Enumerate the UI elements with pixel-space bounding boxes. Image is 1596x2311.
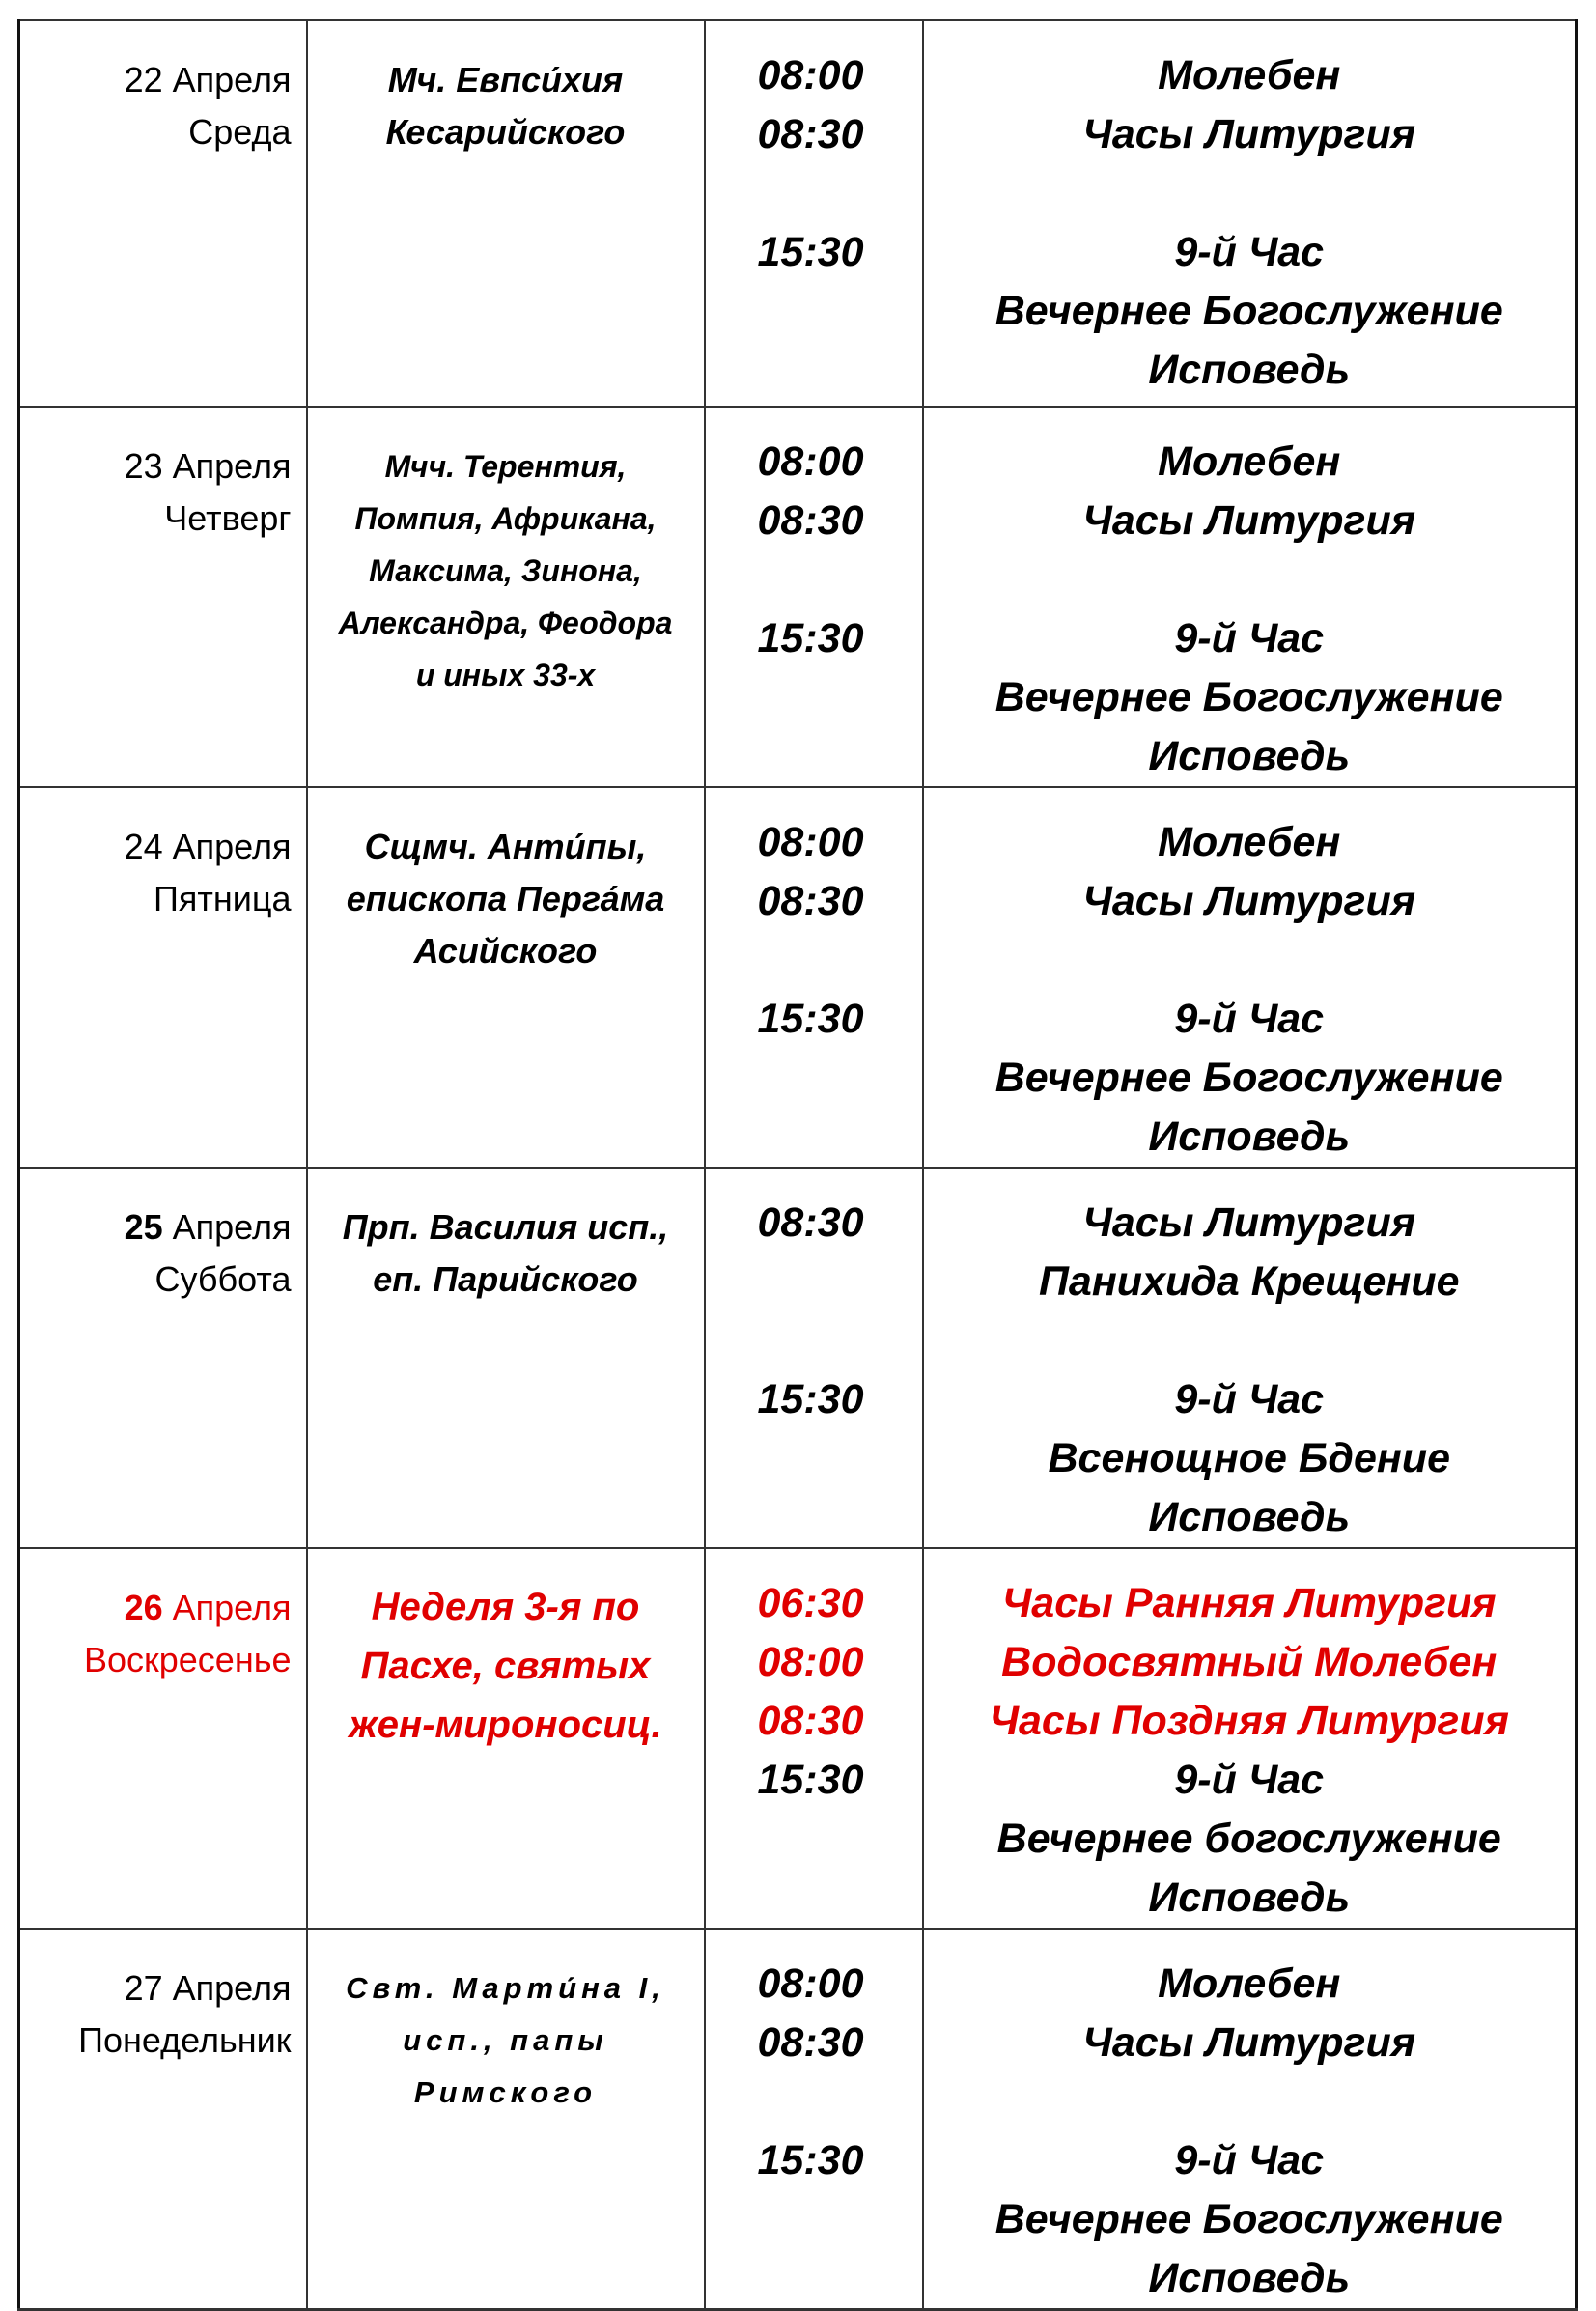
- date-line: [20, 54, 292, 106]
- service-time: 15:30: [757, 2137, 864, 2184]
- service-time: 08:00: [757, 52, 864, 99]
- service-name: Часы Поздняя Литургия: [989, 1698, 1509, 1744]
- weekday: Пятница: [154, 879, 292, 918]
- month-name: Апреля: [172, 1968, 292, 2008]
- schedule-row: [19, 407, 1577, 787]
- service-name: 9-й Час: [1174, 2137, 1325, 2184]
- service-time: 08:30: [757, 497, 864, 544]
- day-number: 27: [124, 1968, 163, 2008]
- schedule-row: [19, 1929, 1577, 2310]
- service-name: Вечернее Богослужение: [994, 674, 1503, 720]
- service-name: 9-й Час: [1174, 615, 1325, 662]
- service-name: [924, 1311, 1576, 1370]
- service-name: 9-й Час: [1174, 996, 1325, 1042]
- service-time: 08:30: [757, 2019, 864, 2066]
- service-name: Молебен: [1158, 438, 1341, 485]
- feast-line: жен-мироносиц.: [349, 1704, 662, 1746]
- month-name: Апреля: [172, 60, 292, 99]
- weekday: Среда: [188, 112, 292, 152]
- service-name: Часы Литургия: [1082, 878, 1416, 924]
- feast-line: Прп. Василия исп.,: [342, 1207, 669, 1247]
- time-cell: [705, 1929, 923, 2310]
- service-name: Исповедь: [1148, 1494, 1351, 1540]
- weekday: Воскресенье: [83, 1640, 292, 1679]
- schedule-table: [17, 19, 1578, 2311]
- service-cell: [923, 407, 1577, 787]
- feast-cell: [307, 407, 705, 787]
- service-name: Исповедь: [1148, 1874, 1351, 1921]
- service-name: Исповедь: [1148, 1113, 1351, 1160]
- service-name: Часы Литургия: [1082, 2019, 1416, 2066]
- date-line: [20, 440, 292, 493]
- service-cell: [923, 1929, 1577, 2310]
- service-cell: [923, 1548, 1577, 1929]
- time-cell: [705, 1168, 923, 1548]
- day-number: 26: [124, 1588, 163, 1627]
- feast-line: исп., папы: [403, 2023, 608, 2057]
- feast-line: Кесарийского: [385, 112, 626, 152]
- service-name: Вечернее богослужение: [996, 1816, 1501, 1862]
- service-time: 15:30: [757, 1757, 864, 1803]
- feast-cell: [307, 1168, 705, 1548]
- feast-line: Мчч. Терентия,: [384, 449, 627, 484]
- service-cell: [923, 787, 1577, 1168]
- service-time: 08:00: [757, 1639, 864, 1685]
- month-name: Апреля: [172, 827, 292, 866]
- month-name: Апреля: [172, 1207, 292, 1247]
- feast-line: Асийского: [413, 931, 598, 971]
- feast-line: епископа Перга́ма: [346, 879, 665, 918]
- feast-line: Сщмч. Анти́пы,: [364, 827, 647, 866]
- date-line: [20, 1201, 292, 1254]
- service-name: [924, 550, 1576, 609]
- service-name: Молебен: [1158, 52, 1341, 99]
- service-time: 15:30: [757, 1376, 864, 1423]
- day-number: 22: [124, 60, 163, 99]
- service-name: Панихида Крещение: [1038, 1258, 1460, 1305]
- service-time: 08:30: [757, 878, 864, 924]
- service-time: 06:30: [757, 1580, 864, 1626]
- service-name: Водосвятный Молебен: [1001, 1639, 1498, 1685]
- service-name: Исповедь: [1148, 2255, 1351, 2301]
- service-time: [758, 1311, 922, 1370]
- service-cell: [923, 20, 1577, 407]
- time-cell: [705, 20, 923, 407]
- feast-line: и иных 33-х: [415, 658, 596, 692]
- service-time: [758, 550, 922, 609]
- service-time: [758, 2072, 922, 2131]
- service-name: Вечернее Богослужение: [994, 1055, 1503, 1101]
- service-time: 08:00: [757, 1960, 864, 2007]
- feast-line: еп. Парийского: [373, 1259, 638, 1299]
- day-number: 23: [124, 446, 163, 486]
- service-time: [758, 1253, 922, 1311]
- service-name: Молебен: [1158, 819, 1341, 865]
- date-cell: [19, 20, 307, 407]
- service-name: Часы Литургия: [1082, 111, 1416, 157]
- date-cell: [19, 407, 307, 787]
- service-time: 08:00: [757, 438, 864, 485]
- service-name: 9-й Час: [1174, 1757, 1325, 1803]
- service-time: 08:30: [757, 1698, 864, 1744]
- service-name: Всенощное Бдение: [1048, 1435, 1451, 1481]
- feast-cell: [307, 787, 705, 1168]
- date-cell: [19, 1929, 307, 2310]
- time-cell: [705, 787, 923, 1168]
- service-name: Исповедь: [1148, 347, 1351, 393]
- service-time: [758, 164, 922, 223]
- service-time: 08:30: [757, 1199, 864, 1246]
- service-name: Исповедь: [1148, 733, 1351, 779]
- service-time: [758, 931, 922, 990]
- service-time: 15:30: [757, 615, 864, 662]
- feast-line: Максима, Зинона,: [369, 553, 642, 588]
- schedule-row: [19, 1168, 1577, 1548]
- date-line: [20, 1962, 292, 2015]
- service-time: 08:00: [757, 819, 864, 865]
- feast-cell: [307, 1929, 705, 2310]
- schedule-row: [19, 787, 1577, 1168]
- date-cell: [19, 787, 307, 1168]
- service-name: Вечернее Богослужение: [994, 2196, 1503, 2242]
- date-cell: [19, 1548, 307, 1929]
- service-time: 15:30: [757, 229, 864, 275]
- feast-line: Свт. Марти́на I,: [346, 1971, 665, 2005]
- weekday: Суббота: [154, 1259, 292, 1299]
- weekday: Понедельник: [78, 2020, 292, 2060]
- service-name: Часы Литургия: [1082, 1199, 1416, 1246]
- feast-line: Пасхе, святых: [360, 1645, 651, 1687]
- service-name: Часы Ранняя Литургия: [1001, 1580, 1497, 1626]
- time-cell: [705, 407, 923, 787]
- service-cell: [923, 1168, 1577, 1548]
- day-number: 25: [124, 1207, 163, 1247]
- time-cell: [705, 1548, 923, 1929]
- service-name: Вечернее Богослужение: [994, 288, 1503, 334]
- day-number: 24: [124, 827, 163, 866]
- feast-cell: [307, 20, 705, 407]
- feast-line: Неделя 3-я по: [371, 1586, 640, 1628]
- service-time: 15:30: [757, 996, 864, 1042]
- date-line: [20, 821, 292, 873]
- service-name: 9-й Час: [1174, 1376, 1325, 1423]
- service-name: Часы Литургия: [1082, 497, 1416, 544]
- feast-cell: [307, 1548, 705, 1929]
- weekday: Четверг: [164, 498, 292, 538]
- feast-line: Мч. Евпси́хия: [387, 60, 624, 99]
- schedule-row: [19, 20, 1577, 407]
- service-name: [924, 164, 1576, 223]
- service-name: [924, 2072, 1576, 2131]
- date-line: [20, 1582, 292, 1634]
- feast-line: Римского: [413, 2075, 598, 2109]
- service-name: [924, 931, 1576, 990]
- feast-line: Александра, Феодора: [338, 606, 673, 640]
- schedule-body: [19, 20, 1577, 2310]
- month-name: Апреля: [172, 1588, 292, 1627]
- service-time: 08:30: [757, 111, 864, 157]
- service-name: 9-й Час: [1174, 229, 1325, 275]
- feast-line: Помпия, Африкана,: [354, 501, 657, 536]
- month-name: Апреля: [172, 446, 292, 486]
- service-name: Молебен: [1158, 1960, 1341, 2007]
- schedule-row: [19, 1548, 1577, 1929]
- date-cell: [19, 1168, 307, 1548]
